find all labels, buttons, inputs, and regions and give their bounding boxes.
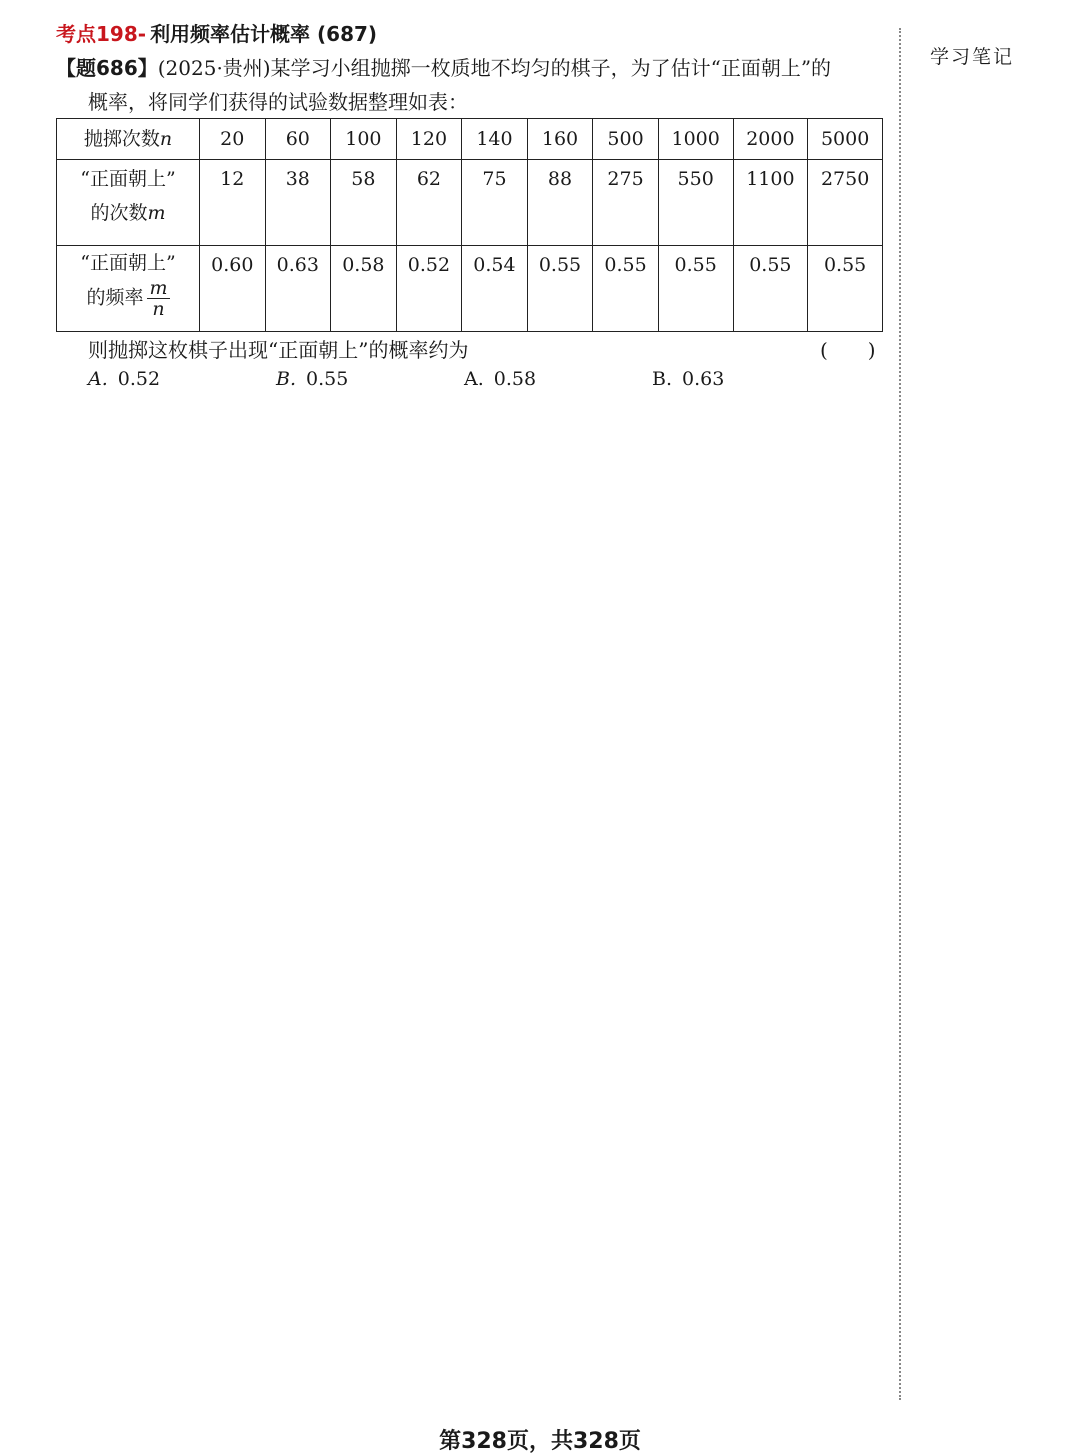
table-cell: 1100 xyxy=(733,160,808,246)
table-cell: 275 xyxy=(593,160,659,246)
question-number: 【题686】 xyxy=(56,56,158,80)
question-stem: 则抛掷这枚棋子出现“正面朝上”的概率约为 xyxy=(88,338,469,362)
table-cell: 0.54 xyxy=(462,246,528,332)
row-header-m: “正面朝上” 的次数m xyxy=(57,160,200,246)
table-cell: 58 xyxy=(331,160,397,246)
page-number: 第328页，共328页 xyxy=(439,1429,641,1454)
table-cell: 550 xyxy=(658,160,733,246)
table-row-n xyxy=(57,119,883,160)
table-cell: 0.55 xyxy=(593,246,659,332)
table-cell: 5000 xyxy=(808,119,883,160)
table-cell: 0.63 xyxy=(265,246,331,332)
answer-blank: ( ) xyxy=(820,338,876,362)
section-tag: 考点198- xyxy=(56,22,147,46)
table-cell: 2000 xyxy=(733,119,808,160)
table-cell: 75 xyxy=(462,160,528,246)
section-topic: 利用频率估计概率 (687) xyxy=(150,22,378,46)
table-cell: 500 xyxy=(593,119,659,160)
choice-a[interactable]: A. 0.52 xyxy=(88,368,161,390)
table-cell: 0.55 xyxy=(658,246,733,332)
table-cell: 160 xyxy=(527,119,593,160)
choice-b[interactable]: B. 0.55 xyxy=(276,368,349,390)
table-cell: 20 xyxy=(200,119,266,160)
row-header-n: 抛掷次数n xyxy=(57,119,200,160)
data-table xyxy=(56,118,883,332)
table-cell: 120 xyxy=(396,119,462,160)
question-line-2: 概率，将同学们获得的试验数据整理如表： xyxy=(88,90,468,114)
table-cell: 0.58 xyxy=(331,246,397,332)
table-cell: 0.55 xyxy=(527,246,593,332)
table-cell: 2750 xyxy=(808,160,883,246)
table-cell: 12 xyxy=(200,160,266,246)
table-row-m xyxy=(57,160,883,246)
section-header xyxy=(56,18,377,47)
table-cell: 0.55 xyxy=(733,246,808,332)
table-cell: 60 xyxy=(265,119,331,160)
table-cell: 1000 xyxy=(658,119,733,160)
table-cell: 62 xyxy=(396,160,462,246)
table-cell: 0.60 xyxy=(200,246,266,332)
table-cell: 100 xyxy=(331,119,397,160)
choice-d[interactable]: B. 0.63 xyxy=(652,368,725,390)
choice-c[interactable]: A. 0.58 xyxy=(464,368,537,390)
table-cell: 88 xyxy=(527,160,593,246)
notes-divider xyxy=(899,28,901,1400)
table-cell: 0.55 xyxy=(808,246,883,332)
table-cell: 0.52 xyxy=(396,246,462,332)
fraction-m-over-n: $\frac{m}{n}$ xyxy=(149,277,168,320)
table-cell: 38 xyxy=(265,160,331,246)
question-text-1: (2025·贵州)某学习小组抛掷一枚质地不均匀的棋子，为了估计“正面朝上”的 xyxy=(157,56,832,80)
question-line-1 xyxy=(56,52,831,81)
study-notes-title: 学习笔记 xyxy=(930,46,1015,68)
row-header-frequency: “正面朝上” 的频率 $\frac{m}{n}$ xyxy=(57,246,200,332)
table-row-frequency xyxy=(57,246,883,332)
table-cell: 140 xyxy=(462,119,528,160)
